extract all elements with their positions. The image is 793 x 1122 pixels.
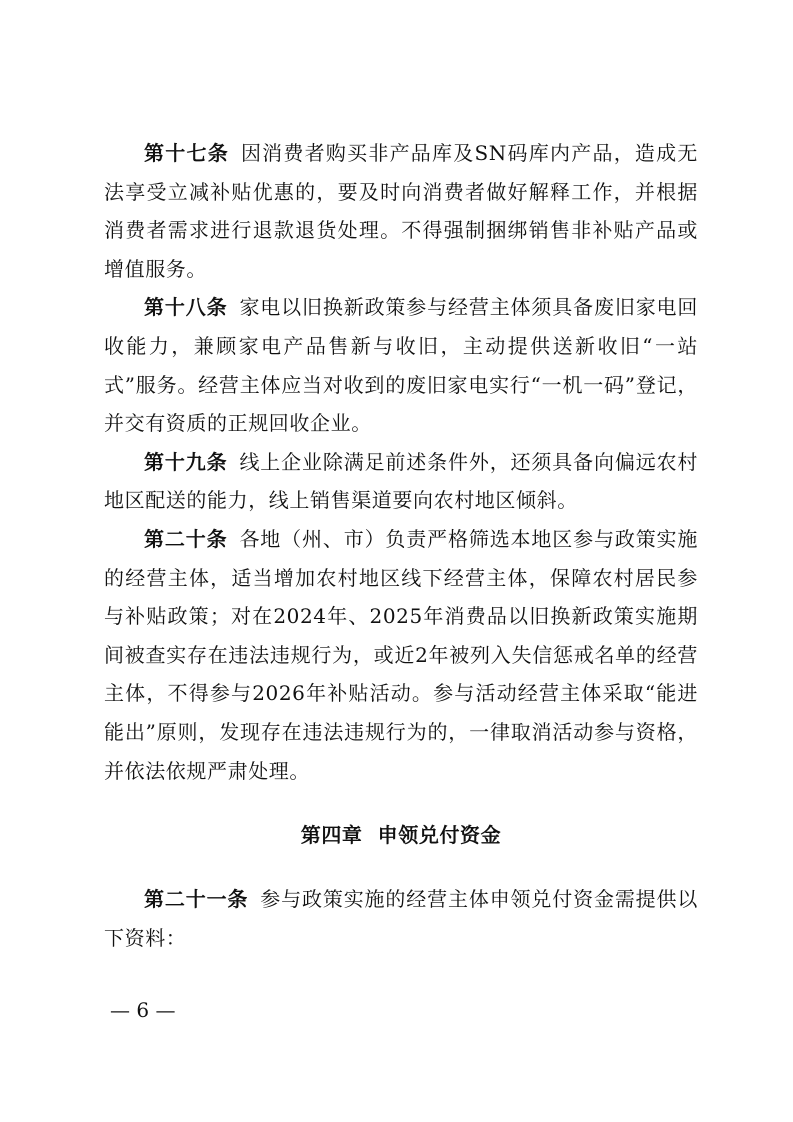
- article-20-text: 各地（州、市）负责严格筛选本地区参与政策实施的经营主体，适当增加农村地区线下经营主体，保障农村居民参与补贴政策；对在2024年、2025年消费品以旧换新政策实施期间被查实存在违法违规行为，或近2年被列入失信惩戒名单的经营主体，不得参与2026年补贴活动。参与活动经营主体采取“能进能出”原则，发现存在违法违规行为的，一律取消活动参与资格，并依法依规严肃处理。: [104, 526, 699, 783]
- article-17: [104, 134, 698, 288]
- chapter-title: 第四章 申领兑付资金: [300, 823, 502, 848]
- article-19-text: 线上企业除满足前述条件外，还须具备向偏远农村地区配送的能力，线上销售渠道要向农村地区倾斜。: [104, 449, 699, 513]
- article-19: [104, 443, 698, 520]
- article-18-text: 家电以旧换新政策参与经营主体须具备废旧家电回收能力，兼顾家电产品售新与收旧，主动提供送新收旧“一站式”服务。经营主体应当对收到的废旧家电实行“一机一码”登记，并交有资质的正规回收企业。: [104, 295, 699, 436]
- article-21-label: 第二十一条: [144, 887, 249, 912]
- article-17-label: 第十七条: [144, 141, 229, 165]
- page-number: — 6 —: [110, 998, 176, 1022]
- article-20-label: 第二十条: [144, 526, 228, 551]
- article-19-label: 第十九条: [144, 449, 228, 474]
- article-18: [104, 288, 698, 442]
- article-18-label: 第十八条: [144, 295, 228, 320]
- article-17-text: 因消费者购买非产品库及SN码库内产品，造成无法享受立减补贴优惠的，要及时向消费者做好解释工作，并根据消费者需求进行退款退货处理。不得强制捆绑销售非补贴产品或增值服务。: [104, 141, 698, 281]
- page-content: [104, 134, 698, 957]
- article-20: [104, 520, 698, 790]
- article-21: [104, 880, 698, 957]
- article-21-text: 参与政策实施的经营主体申领兑付资金需提供以下资料：: [104, 887, 698, 950]
